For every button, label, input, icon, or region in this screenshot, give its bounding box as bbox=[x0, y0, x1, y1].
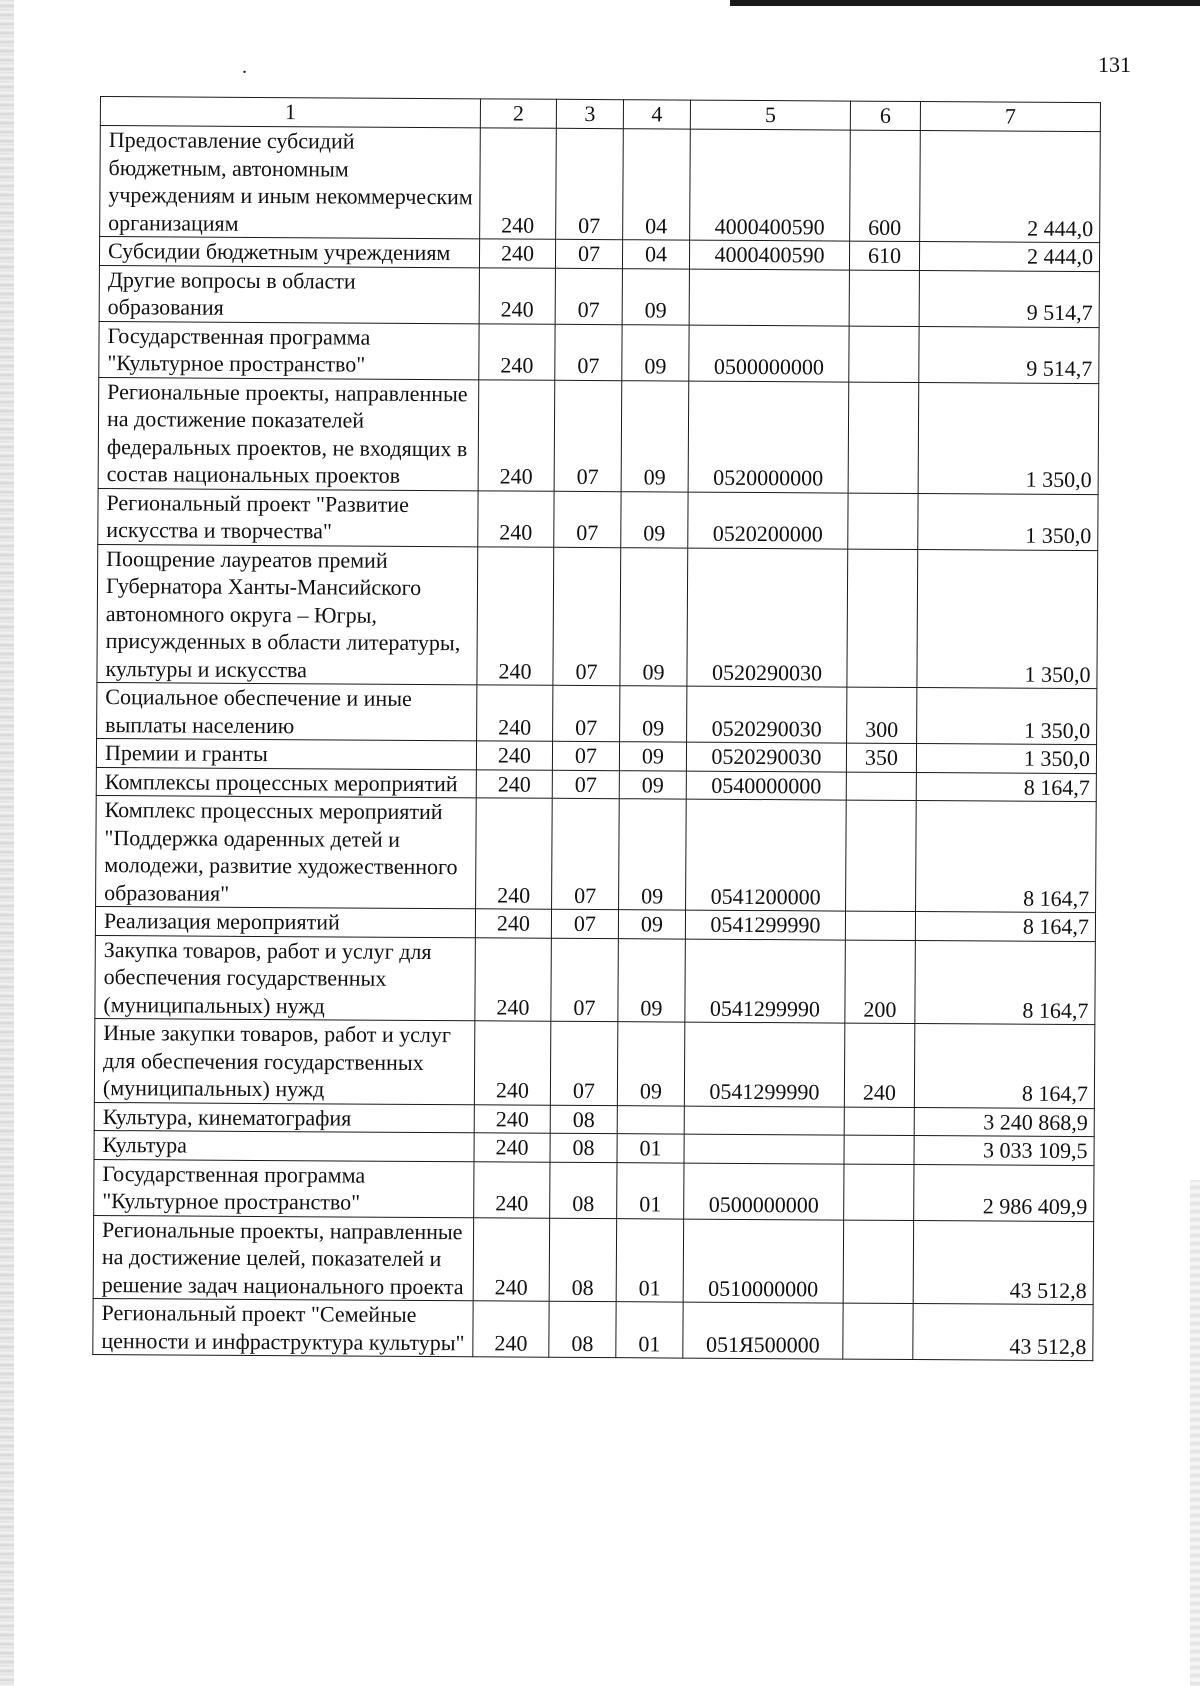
header-col-3: 3 bbox=[556, 99, 623, 128]
row-name: Субсидии бюджетным учреждениям bbox=[99, 237, 479, 268]
row-c2: 240 bbox=[475, 937, 552, 1021]
row-c7: 9 514,7 bbox=[919, 326, 1099, 383]
row-c6: 300 bbox=[847, 687, 917, 743]
scan-top-line bbox=[730, 0, 1200, 6]
row-c2: 240 bbox=[479, 239, 555, 268]
row-c2: 240 bbox=[473, 1217, 550, 1301]
row-c6 bbox=[848, 382, 919, 493]
row-c4 bbox=[617, 1105, 684, 1134]
row-c5: 0520290030 bbox=[687, 686, 847, 743]
table-row bbox=[93, 1298, 1093, 1360]
row-c6: 240 bbox=[844, 1023, 915, 1107]
row-c3: 08 bbox=[549, 1301, 616, 1357]
row-c3: 07 bbox=[552, 741, 619, 770]
row-c4: 04 bbox=[622, 240, 689, 269]
row-c6: 350 bbox=[846, 743, 916, 772]
row-c2: 240 bbox=[476, 769, 552, 798]
table-row bbox=[94, 1018, 1094, 1108]
row-c7: 8 164,7 bbox=[915, 911, 1095, 941]
table-row bbox=[100, 126, 1101, 243]
row-c3: 07 bbox=[554, 491, 621, 547]
row-c4: 09 bbox=[620, 686, 687, 742]
row-c7: 2 444,0 bbox=[920, 131, 1101, 243]
row-c5: 0541299990 bbox=[684, 1022, 845, 1106]
row-c6 bbox=[849, 270, 919, 326]
table-row bbox=[94, 1159, 1094, 1221]
row-c7: 8 164,7 bbox=[916, 800, 1097, 912]
row-c7: 2 444,0 bbox=[919, 242, 1099, 272]
row-name: Культура bbox=[94, 1130, 474, 1161]
row-name: Государственная программа "Культурное пространство" bbox=[99, 321, 479, 379]
row-c2: 240 bbox=[474, 1021, 551, 1105]
row-c6: 610 bbox=[849, 241, 919, 270]
table-row bbox=[99, 265, 1099, 327]
row-c2: 240 bbox=[474, 1161, 550, 1217]
row-c6 bbox=[849, 326, 919, 382]
header-col-7: 7 bbox=[920, 102, 1100, 132]
row-name: Закупка товаров, работ и услуг для обеспечения государственных (муниципальных) нужд bbox=[95, 935, 476, 1021]
row-c3: 08 bbox=[550, 1105, 617, 1134]
row-name: Реализация мероприятий bbox=[95, 906, 475, 937]
row-c7: 1 350,0 bbox=[916, 744, 1096, 774]
row-c2: 240 bbox=[476, 798, 553, 909]
row-c4: 09 bbox=[621, 380, 689, 491]
row-c4: 09 bbox=[621, 491, 688, 547]
row-name: Государственная программа "Культурное пространство" bbox=[94, 1159, 474, 1217]
row-c4: 09 bbox=[617, 1022, 685, 1106]
row-c4: 09 bbox=[619, 799, 687, 910]
row-c2: 240 bbox=[479, 267, 555, 323]
row-c6 bbox=[844, 1164, 914, 1220]
row-name: Иные закупки товаров, работ и услуг для обеспечения государственных (муниципальных) нужд bbox=[94, 1018, 475, 1104]
row-c4: 09 bbox=[618, 910, 685, 939]
row-c2: 240 bbox=[478, 490, 554, 546]
row-c4: 01 bbox=[616, 1302, 683, 1358]
row-c7: 1 350,0 bbox=[917, 688, 1097, 745]
row-c3: 07 bbox=[551, 909, 618, 938]
row-c7: 43 512,8 bbox=[913, 1220, 1094, 1305]
row-c3: 07 bbox=[555, 324, 622, 380]
row-c4: 04 bbox=[623, 129, 691, 240]
header-col-4: 4 bbox=[623, 100, 690, 129]
page-number: 131 bbox=[1098, 52, 1131, 77]
row-c5: 0500000000 bbox=[689, 325, 849, 382]
header-col-1: 1 bbox=[100, 97, 480, 128]
row-c6 bbox=[845, 911, 915, 940]
row-c4: 09 bbox=[619, 770, 686, 799]
row-c3: 08 bbox=[550, 1133, 617, 1162]
table-row bbox=[96, 795, 1097, 912]
row-name: Премии и гранты bbox=[96, 738, 476, 769]
row-c5: 0520000000 bbox=[688, 381, 849, 493]
row-c7: 3 033 109,5 bbox=[914, 1135, 1094, 1165]
row-c7: 1 350,0 bbox=[918, 493, 1098, 550]
row-c7: 3 240 868,9 bbox=[914, 1107, 1094, 1137]
row-name: Региональные проекты, направленные на достижение целей, показателей и решение задач национального проекта bbox=[93, 1215, 474, 1301]
row-c5: 0541299990 bbox=[685, 939, 846, 1023]
row-c7: 1 350,0 bbox=[918, 382, 1099, 494]
row-name: Комплексы процессных мероприятий bbox=[96, 767, 476, 798]
row-c4: 09 bbox=[620, 547, 688, 686]
scan-edge-left bbox=[0, 0, 14, 1686]
row-c4: 09 bbox=[622, 268, 689, 324]
row-c4: 09 bbox=[622, 324, 689, 380]
scan-edge-right bbox=[1190, 1180, 1200, 1686]
row-name: Региональные проекты, направленные на достижение показателей федеральных проектов, не входящих в состав национальных проектов bbox=[98, 377, 479, 490]
row-c2: 240 bbox=[479, 323, 555, 379]
row-c5 bbox=[684, 1106, 844, 1135]
header-col-6: 6 bbox=[850, 101, 920, 130]
row-c2: 240 bbox=[477, 685, 553, 741]
row-name: Региональный проект "Развитие искусства и творчества" bbox=[98, 488, 478, 546]
row-c5 bbox=[684, 1134, 844, 1163]
budget-table bbox=[92, 96, 1101, 1361]
row-c6 bbox=[846, 800, 917, 911]
table-row bbox=[98, 488, 1098, 550]
row-c7: 1 350,0 bbox=[917, 549, 1098, 689]
row-c3: 07 bbox=[555, 268, 622, 324]
row-c3: 07 bbox=[556, 128, 624, 239]
row-c2: 240 bbox=[473, 1301, 549, 1357]
row-c6: 200 bbox=[845, 940, 916, 1024]
row-c3: 08 bbox=[550, 1162, 617, 1218]
row-c5: 0500000000 bbox=[684, 1163, 844, 1220]
stray-mark: . bbox=[242, 56, 247, 78]
row-name: Культура, кинематография bbox=[94, 1102, 474, 1133]
row-c2: 240 bbox=[480, 128, 557, 239]
row-c3: 07 bbox=[552, 770, 619, 799]
row-c3: 07 bbox=[554, 380, 622, 491]
table-row bbox=[95, 935, 1095, 1025]
row-c5: 051Я500000 bbox=[683, 1302, 843, 1359]
row-c4: 01 bbox=[617, 1134, 684, 1163]
row-name: Другие вопросы в области образования bbox=[99, 265, 479, 323]
row-c5 bbox=[689, 269, 849, 326]
row-c3: 07 bbox=[553, 547, 621, 686]
row-c5: 0520200000 bbox=[688, 492, 848, 549]
row-c4: 09 bbox=[619, 742, 686, 771]
row-c6 bbox=[843, 1303, 913, 1359]
row-c7: 8 164,7 bbox=[915, 940, 1096, 1025]
row-c2: 240 bbox=[476, 741, 552, 770]
row-c5: 0520290030 bbox=[686, 742, 846, 771]
table-row bbox=[97, 682, 1097, 744]
row-c4: 09 bbox=[618, 938, 686, 1022]
table-row bbox=[99, 321, 1099, 383]
row-name: Поощрение лауреатов премий Губернатора Ханты-Мансийского автономного округа – Югры, присужденных в области литературы, культуры и искусства bbox=[97, 544, 478, 685]
row-name: Предоставление субсидий бюджетным, автономным учреждениям и иным некоммерческим организациям bbox=[100, 126, 481, 239]
row-c3: 07 bbox=[550, 1021, 618, 1105]
row-c2: 240 bbox=[474, 1104, 550, 1133]
row-c4: 01 bbox=[616, 1218, 684, 1302]
row-c5: 0540000000 bbox=[686, 771, 846, 800]
row-c2: 240 bbox=[474, 1133, 550, 1162]
header-col-2: 2 bbox=[480, 99, 556, 128]
row-c6 bbox=[847, 549, 918, 688]
row-c6 bbox=[844, 1107, 914, 1136]
row-c3: 07 bbox=[553, 685, 620, 741]
row-name: Социальное обеспечение и иные выплаты населению bbox=[97, 682, 477, 740]
row-c6 bbox=[846, 772, 916, 801]
table-row bbox=[93, 1215, 1093, 1305]
row-c5: 0510000000 bbox=[683, 1219, 844, 1303]
row-c4: 01 bbox=[617, 1162, 684, 1218]
row-c3: 07 bbox=[555, 239, 622, 268]
row-c6 bbox=[844, 1135, 914, 1164]
header-col-5: 5 bbox=[690, 100, 850, 130]
row-c7: 2 986 409,9 bbox=[914, 1164, 1094, 1221]
table-row bbox=[97, 544, 1098, 689]
row-c5: 0541200000 bbox=[686, 799, 847, 911]
row-c3: 08 bbox=[549, 1218, 617, 1302]
row-c6 bbox=[843, 1220, 914, 1304]
row-c2: 240 bbox=[475, 909, 551, 938]
table-row bbox=[98, 377, 1099, 494]
row-c2: 240 bbox=[478, 379, 555, 490]
row-c3: 07 bbox=[552, 798, 620, 909]
row-c7: 8 164,7 bbox=[914, 1023, 1095, 1108]
row-c6 bbox=[848, 493, 918, 549]
row-c5: 4000400590 bbox=[689, 240, 849, 269]
row-c2: 240 bbox=[477, 546, 554, 685]
row-c3: 07 bbox=[551, 938, 619, 1022]
row-name: Региональный проект "Семейные ценности и инфраструктура культуры" bbox=[93, 1298, 473, 1356]
row-name: Комплекс процессных мероприятий "Поддержка одаренных детей и молодежи, развитие художественного образования" bbox=[96, 795, 477, 908]
row-c5: 0541299990 bbox=[685, 910, 845, 939]
row-c5: 4000400590 bbox=[690, 129, 851, 241]
row-c5: 0520290030 bbox=[687, 548, 848, 687]
row-c7: 8 164,7 bbox=[916, 772, 1096, 802]
row-c6: 600 bbox=[850, 130, 921, 241]
row-c7: 43 512,8 bbox=[913, 1303, 1093, 1360]
row-c7: 9 514,7 bbox=[919, 270, 1099, 327]
